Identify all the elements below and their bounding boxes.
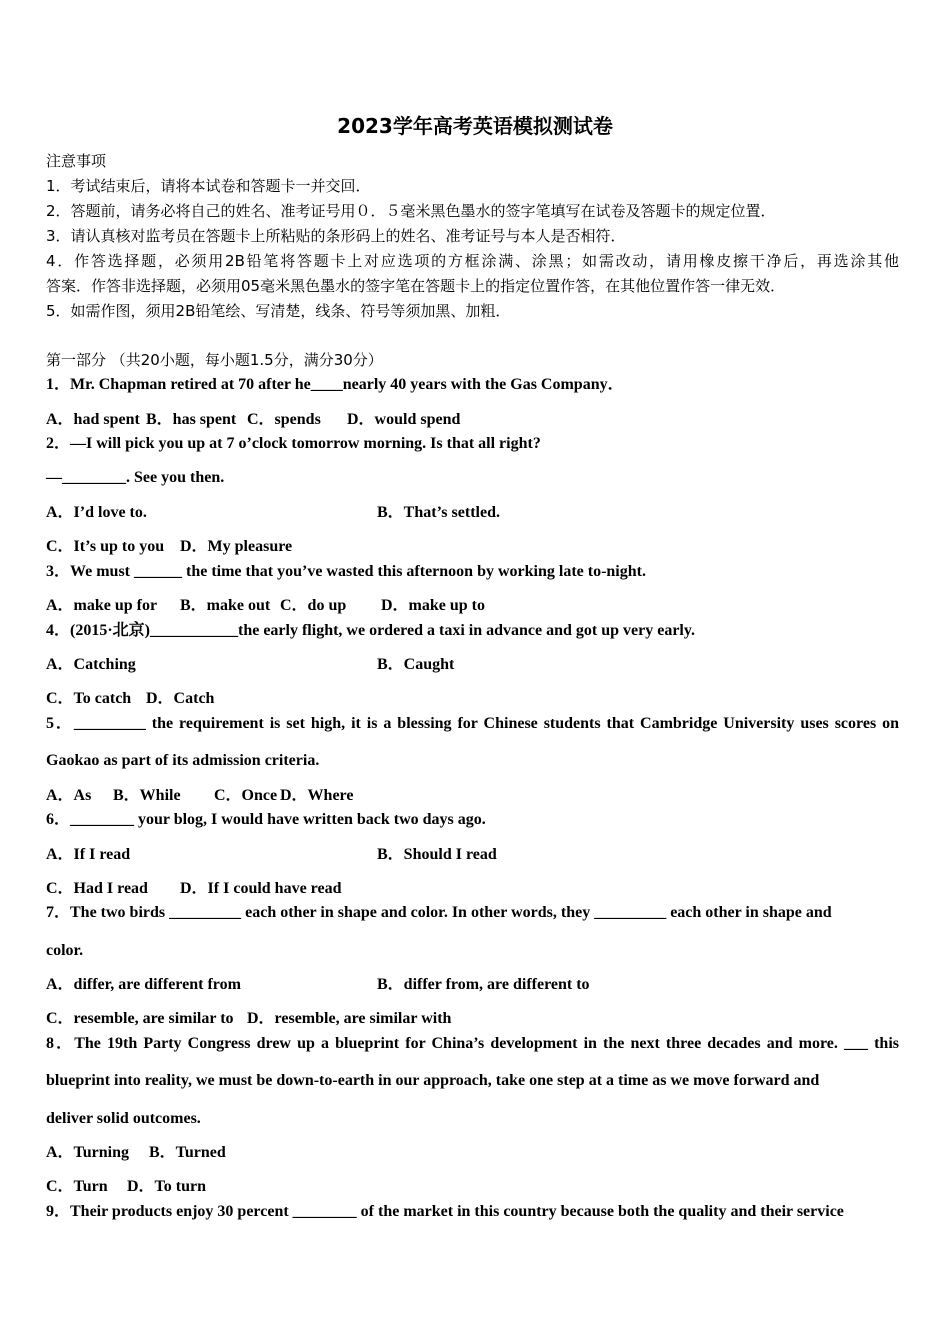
q3-option-c: C．do up <box>280 597 347 614</box>
question-5-stem: 5．_________ the requirement is set high, it is a blessing for Chinese students that Cambridge University uses scores on <box>46 715 899 732</box>
notice-item: 答案．作答非选择题，必须用05毫米黑色墨水的签字笔在答题卡上的指定位置作答，在其他位置作答一律无效． <box>46 277 786 295</box>
q8-option-b: B．Turned <box>149 1144 226 1161</box>
question-8-stem: 8．The 19th Party Congress drew up a blueprint for China’s development in the next three decades and more. ___ this <box>46 1035 899 1052</box>
q7-option-d: D．resemble, are similar with <box>247 1010 452 1027</box>
question-7-stem-cont: color. <box>46 942 84 959</box>
question-2-stem: 2．—I will pick you up at 7 o’clock tomorrow morning. Is that all right? <box>46 435 541 452</box>
question-4-stem: 4．(2015·北京)___________the early flight, we ordered a taxi in advance and got up very early. <box>46 622 695 639</box>
q8-option-a: A．Turning <box>46 1144 130 1161</box>
question-3-stem: 3．We must ______ the time that you’ve wasted this afternoon by working late to-night. <box>46 563 646 580</box>
q2-option-d: D．My pleasure <box>180 538 293 555</box>
q3-option-d: D．make up to <box>381 597 486 614</box>
q3-option-b: B．make out <box>180 597 271 614</box>
section-heading: 第一部分 （共20小题，每小题1.5分，满分30分） <box>46 351 383 369</box>
question-8-stem-cont: deliver solid outcomes. <box>46 1110 201 1127</box>
question-1-stem: 1．Mr. Chapman retired at 70 after he____nearly 40 years with the Gas Company． <box>46 376 624 393</box>
notice-item: 1．考试结束后，请将本试卷和答题卡一并交回． <box>46 177 371 195</box>
q8-option-d: D．To turn <box>127 1178 206 1195</box>
q4-option-c: C．To catch <box>46 690 132 707</box>
q8-option-c: C．Turn <box>46 1178 108 1195</box>
q5-option-a: A．As <box>46 787 92 804</box>
question-6-stem: 6．________ your blog, I would have written back two days ago. <box>46 811 486 828</box>
notice-item: 2．答题前，请务必将自己的姓名、准考证号用０．５毫米黑色墨水的签字笔填写在试卷及答题卡的规定位置． <box>46 202 776 220</box>
question-5-stem-cont: Gaokao as part of its admission criteria. <box>46 752 320 769</box>
notice-item: 4．作答选择题，必须用2B铅笔将答题卡上对应选项的方框涂满、涂黑；如需改动，请用橡皮擦干净后，再选涂其他 <box>46 252 899 270</box>
q1-option-b: B．has spent <box>146 411 237 428</box>
page-title: 2023学年高考英语模拟测试卷 <box>337 114 613 138</box>
q7-option-b: B．differ from, are different to <box>377 976 590 993</box>
q1-option-a: A．had spent <box>46 411 140 428</box>
q6-option-d: D．If I could have read <box>180 880 342 897</box>
q6-option-c: C．Had I read <box>46 880 148 897</box>
q6-option-a: A．If I read <box>46 846 131 863</box>
q4-option-a: A．Catching <box>46 656 136 673</box>
q4-option-d: D．Catch <box>146 690 215 707</box>
q1-option-c: C．spends <box>247 411 321 428</box>
q7-option-c: C．resemble, are similar to <box>46 1010 234 1027</box>
q2-option-a: A．I’d love to. <box>46 504 147 521</box>
q5-option-d: D．Where <box>280 787 354 804</box>
q4-option-b: B．Caught <box>377 656 455 673</box>
question-8-stem-cont: blueprint into reality, we must be down-to-earth in our approach, take one step at a time as we move forward and <box>46 1072 820 1089</box>
q6-option-b: B．Should I read <box>377 846 497 863</box>
q2-option-b: B．That’s settled. <box>377 504 500 521</box>
q1-option-d: D．would spend <box>347 411 461 428</box>
q2-option-c: C．It’s up to you <box>46 538 165 555</box>
notice-item: 3．请认真核对监考员在答题卡上所粘贴的条形码上的姓名、准考证号与本人是否相符． <box>46 227 626 245</box>
q5-option-b: B．While <box>113 787 181 804</box>
notice-heading: 注意事项 <box>46 152 107 170</box>
question-7-stem: 7．The two birds _________ each other in shape and color. In other words, they _________ each other in shape and <box>46 904 832 921</box>
question-2-reply: —________. See you then. <box>46 469 225 486</box>
question-9-stem: 9．Their products enjoy 30 percent ________ of the market in this country because both the quality and their service <box>46 1203 844 1220</box>
q3-option-a: A．make up for <box>46 597 158 614</box>
q5-option-c: C．Once <box>214 787 278 804</box>
q7-option-a: A．differ, are different from <box>46 976 241 993</box>
notice-item: 5．如需作图，须用2B铅笔绘、写清楚，线条、符号等须加黑、加粗． <box>46 302 511 320</box>
